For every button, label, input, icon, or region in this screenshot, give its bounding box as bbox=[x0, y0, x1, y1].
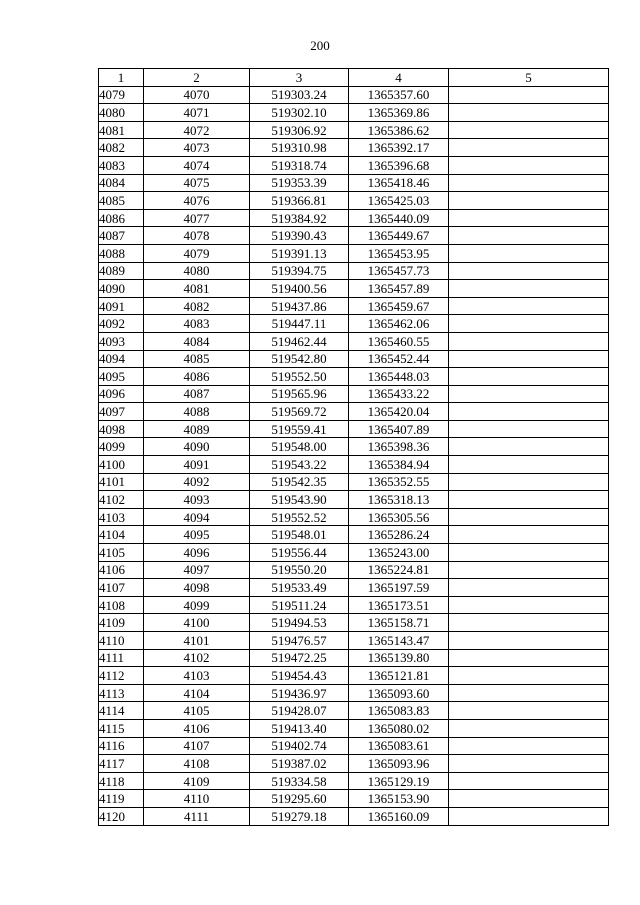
point-number-cell: 4108 bbox=[144, 755, 250, 773]
notes-cell bbox=[449, 297, 609, 315]
table-row bbox=[99, 244, 609, 262]
notes-cell bbox=[449, 614, 609, 632]
x-coordinate-cell: 519472.25 bbox=[250, 649, 349, 667]
y-coordinate-cell: 1365158.71 bbox=[349, 614, 449, 632]
row-number-cell: 4085 bbox=[99, 192, 144, 210]
notes-cell bbox=[449, 403, 609, 421]
x-coordinate-cell: 519366.81 bbox=[250, 192, 349, 210]
x-coordinate-cell: 519543.22 bbox=[250, 456, 349, 474]
x-coordinate-cell: 519402.74 bbox=[250, 737, 349, 755]
notes-cell bbox=[449, 790, 609, 808]
row-number-cell: 4094 bbox=[99, 350, 144, 368]
point-number-cell: 4073 bbox=[144, 139, 250, 157]
point-number-cell: 4074 bbox=[144, 156, 250, 174]
notes-cell bbox=[449, 508, 609, 526]
y-coordinate-cell: 1365453.95 bbox=[349, 244, 449, 262]
notes-cell bbox=[449, 456, 609, 474]
row-number-cell: 4110 bbox=[99, 632, 144, 650]
row-number-cell: 4118 bbox=[99, 772, 144, 790]
point-number-cell: 4070 bbox=[144, 86, 250, 104]
row-number-cell: 4100 bbox=[99, 456, 144, 474]
y-coordinate-cell: 1365352.55 bbox=[349, 473, 449, 491]
row-number-cell: 4095 bbox=[99, 368, 144, 386]
y-coordinate-cell: 1365448.03 bbox=[349, 368, 449, 386]
x-coordinate-cell: 519428.07 bbox=[250, 702, 349, 720]
y-coordinate-cell: 1365392.17 bbox=[349, 139, 449, 157]
y-coordinate-cell: 1365457.73 bbox=[349, 262, 449, 280]
row-number-cell: 4097 bbox=[99, 403, 144, 421]
y-coordinate-cell: 1365153.90 bbox=[349, 790, 449, 808]
table-row bbox=[99, 491, 609, 509]
x-coordinate-cell: 519413.40 bbox=[250, 719, 349, 737]
point-number-cell: 4078 bbox=[144, 227, 250, 245]
notes-cell bbox=[449, 315, 609, 333]
table-row bbox=[99, 104, 609, 122]
row-number-cell: 4103 bbox=[99, 508, 144, 526]
row-number-cell: 4112 bbox=[99, 667, 144, 685]
table-row bbox=[99, 420, 609, 438]
notes-cell bbox=[449, 368, 609, 386]
x-coordinate-cell: 519494.53 bbox=[250, 614, 349, 632]
table-row bbox=[99, 719, 609, 737]
table-row bbox=[99, 684, 609, 702]
x-coordinate-cell: 519302.10 bbox=[250, 104, 349, 122]
x-coordinate-cell: 519542.80 bbox=[250, 350, 349, 368]
y-coordinate-cell: 1365083.83 bbox=[349, 702, 449, 720]
row-number-cell: 4111 bbox=[99, 649, 144, 667]
x-coordinate-cell: 519476.57 bbox=[250, 632, 349, 650]
table-row bbox=[99, 86, 609, 104]
notes-cell bbox=[449, 227, 609, 245]
row-number-cell: 4101 bbox=[99, 473, 144, 491]
notes-cell bbox=[449, 139, 609, 157]
point-number-cell: 4111 bbox=[144, 807, 250, 825]
row-number-cell: 4098 bbox=[99, 420, 144, 438]
notes-cell bbox=[449, 473, 609, 491]
coordinates-table bbox=[98, 68, 609, 826]
table-row bbox=[99, 192, 609, 210]
row-number-cell: 4091 bbox=[99, 297, 144, 315]
row-number-cell: 4099 bbox=[99, 438, 144, 456]
x-coordinate-cell: 519511.24 bbox=[250, 596, 349, 614]
point-number-cell: 4102 bbox=[144, 649, 250, 667]
table-row bbox=[99, 385, 609, 403]
row-number-cell: 4080 bbox=[99, 104, 144, 122]
table-row bbox=[99, 596, 609, 614]
point-number-cell: 4072 bbox=[144, 121, 250, 139]
point-number-cell: 4087 bbox=[144, 385, 250, 403]
row-number-cell: 4104 bbox=[99, 526, 144, 544]
point-number-cell: 4076 bbox=[144, 192, 250, 210]
point-number-cell: 4079 bbox=[144, 244, 250, 262]
point-number-cell: 4084 bbox=[144, 332, 250, 350]
notes-cell bbox=[449, 491, 609, 509]
header-cell-3: 3 bbox=[250, 69, 349, 87]
point-number-cell: 4089 bbox=[144, 420, 250, 438]
notes-cell bbox=[449, 192, 609, 210]
row-number-cell: 4093 bbox=[99, 332, 144, 350]
table-row bbox=[99, 156, 609, 174]
table-row bbox=[99, 315, 609, 333]
table-row bbox=[99, 561, 609, 579]
y-coordinate-cell: 1365197.59 bbox=[349, 579, 449, 597]
x-coordinate-cell: 519437.86 bbox=[250, 297, 349, 315]
table-row bbox=[99, 649, 609, 667]
notes-cell bbox=[449, 596, 609, 614]
table-row bbox=[99, 579, 609, 597]
row-number-cell: 4096 bbox=[99, 385, 144, 403]
x-coordinate-cell: 519387.02 bbox=[250, 755, 349, 773]
notes-cell bbox=[449, 544, 609, 562]
y-coordinate-cell: 1365398.36 bbox=[349, 438, 449, 456]
point-number-cell: 4083 bbox=[144, 315, 250, 333]
table-row bbox=[99, 632, 609, 650]
notes-cell bbox=[449, 385, 609, 403]
y-coordinate-cell: 1365433.22 bbox=[349, 385, 449, 403]
x-coordinate-cell: 519400.56 bbox=[250, 280, 349, 298]
y-coordinate-cell: 1365286.24 bbox=[349, 526, 449, 544]
notes-cell bbox=[449, 262, 609, 280]
header-cell-1: 1 bbox=[99, 69, 144, 87]
table-row bbox=[99, 508, 609, 526]
x-coordinate-cell: 519542.35 bbox=[250, 473, 349, 491]
y-coordinate-cell: 1365318.13 bbox=[349, 491, 449, 509]
table-row bbox=[99, 456, 609, 474]
row-number-cell: 4120 bbox=[99, 807, 144, 825]
y-coordinate-cell: 1365460.55 bbox=[349, 332, 449, 350]
x-coordinate-cell: 519552.50 bbox=[250, 368, 349, 386]
row-number-cell: 4108 bbox=[99, 596, 144, 614]
point-number-cell: 4106 bbox=[144, 719, 250, 737]
x-coordinate-cell: 519552.52 bbox=[250, 508, 349, 526]
point-number-cell: 4094 bbox=[144, 508, 250, 526]
notes-cell bbox=[449, 438, 609, 456]
notes-cell bbox=[449, 104, 609, 122]
y-coordinate-cell: 1365420.04 bbox=[349, 403, 449, 421]
x-coordinate-cell: 519447.11 bbox=[250, 315, 349, 333]
notes-cell bbox=[449, 807, 609, 825]
table-row bbox=[99, 209, 609, 227]
y-coordinate-cell: 1365080.02 bbox=[349, 719, 449, 737]
row-number-cell: 4082 bbox=[99, 139, 144, 157]
y-coordinate-cell: 1365129.19 bbox=[349, 772, 449, 790]
y-coordinate-cell: 1365083.61 bbox=[349, 737, 449, 755]
point-number-cell: 4101 bbox=[144, 632, 250, 650]
notes-cell bbox=[449, 280, 609, 298]
notes-cell bbox=[449, 244, 609, 262]
table-row bbox=[99, 614, 609, 632]
row-number-cell: 4092 bbox=[99, 315, 144, 333]
table-row bbox=[99, 368, 609, 386]
table-row bbox=[99, 473, 609, 491]
y-coordinate-cell: 1365224.81 bbox=[349, 561, 449, 579]
point-number-cell: 4080 bbox=[144, 262, 250, 280]
x-coordinate-cell: 519543.90 bbox=[250, 491, 349, 509]
row-number-cell: 4088 bbox=[99, 244, 144, 262]
notes-cell bbox=[449, 86, 609, 104]
table-header bbox=[99, 69, 609, 87]
table-row bbox=[99, 403, 609, 421]
point-number-cell: 4088 bbox=[144, 403, 250, 421]
table-row bbox=[99, 790, 609, 808]
x-coordinate-cell: 519384.92 bbox=[250, 209, 349, 227]
point-number-cell: 4071 bbox=[144, 104, 250, 122]
table-row bbox=[99, 174, 609, 192]
point-number-cell: 4095 bbox=[144, 526, 250, 544]
x-coordinate-cell: 519550.20 bbox=[250, 561, 349, 579]
table-row bbox=[99, 526, 609, 544]
notes-cell bbox=[449, 174, 609, 192]
y-coordinate-cell: 1365173.51 bbox=[349, 596, 449, 614]
y-coordinate-cell: 1365160.09 bbox=[349, 807, 449, 825]
y-coordinate-cell: 1365407.89 bbox=[349, 420, 449, 438]
table-row bbox=[99, 350, 609, 368]
table-row bbox=[99, 227, 609, 245]
notes-cell bbox=[449, 420, 609, 438]
x-coordinate-cell: 519390.43 bbox=[250, 227, 349, 245]
point-number-cell: 4110 bbox=[144, 790, 250, 808]
x-coordinate-cell: 519569.72 bbox=[250, 403, 349, 421]
x-coordinate-cell: 519436.97 bbox=[250, 684, 349, 702]
y-coordinate-cell: 1365369.86 bbox=[349, 104, 449, 122]
point-number-cell: 4090 bbox=[144, 438, 250, 456]
point-number-cell: 4105 bbox=[144, 702, 250, 720]
point-number-cell: 4100 bbox=[144, 614, 250, 632]
point-number-cell: 4081 bbox=[144, 280, 250, 298]
x-coordinate-cell: 519353.39 bbox=[250, 174, 349, 192]
y-coordinate-cell: 1365139.80 bbox=[349, 649, 449, 667]
point-number-cell: 4085 bbox=[144, 350, 250, 368]
point-number-cell: 4103 bbox=[144, 667, 250, 685]
y-coordinate-cell: 1365093.96 bbox=[349, 755, 449, 773]
x-coordinate-cell: 519548.00 bbox=[250, 438, 349, 456]
row-number-cell: 4079 bbox=[99, 86, 144, 104]
notes-cell bbox=[449, 156, 609, 174]
row-number-cell: 4081 bbox=[99, 121, 144, 139]
y-coordinate-cell: 1365457.89 bbox=[349, 280, 449, 298]
y-coordinate-cell: 1365384.94 bbox=[349, 456, 449, 474]
table-row bbox=[99, 139, 609, 157]
point-number-cell: 4075 bbox=[144, 174, 250, 192]
point-number-cell: 4093 bbox=[144, 491, 250, 509]
point-number-cell: 4097 bbox=[144, 561, 250, 579]
x-coordinate-cell: 519318.74 bbox=[250, 156, 349, 174]
y-coordinate-cell: 1365462.06 bbox=[349, 315, 449, 333]
point-number-cell: 4098 bbox=[144, 579, 250, 597]
y-coordinate-cell: 1365452.44 bbox=[349, 350, 449, 368]
notes-cell bbox=[449, 579, 609, 597]
x-coordinate-cell: 519454.43 bbox=[250, 667, 349, 685]
row-number-cell: 4109 bbox=[99, 614, 144, 632]
y-coordinate-cell: 1365143.47 bbox=[349, 632, 449, 650]
table-row bbox=[99, 262, 609, 280]
table-row bbox=[99, 755, 609, 773]
row-number-cell: 4102 bbox=[99, 491, 144, 509]
notes-cell bbox=[449, 632, 609, 650]
y-coordinate-cell: 1365418.46 bbox=[349, 174, 449, 192]
row-number-cell: 4084 bbox=[99, 174, 144, 192]
notes-cell bbox=[449, 121, 609, 139]
row-number-cell: 4106 bbox=[99, 561, 144, 579]
point-number-cell: 4082 bbox=[144, 297, 250, 315]
point-number-cell: 4096 bbox=[144, 544, 250, 562]
point-number-cell: 4086 bbox=[144, 368, 250, 386]
x-coordinate-cell: 519306.92 bbox=[250, 121, 349, 139]
notes-cell bbox=[449, 667, 609, 685]
x-coordinate-cell: 519310.98 bbox=[250, 139, 349, 157]
notes-cell bbox=[449, 561, 609, 579]
row-number-cell: 4115 bbox=[99, 719, 144, 737]
row-number-cell: 4116 bbox=[99, 737, 144, 755]
point-number-cell: 4091 bbox=[144, 456, 250, 474]
notes-cell bbox=[449, 719, 609, 737]
x-coordinate-cell: 519394.75 bbox=[250, 262, 349, 280]
y-coordinate-cell: 1365093.60 bbox=[349, 684, 449, 702]
table-row bbox=[99, 544, 609, 562]
table-row bbox=[99, 737, 609, 755]
x-coordinate-cell: 519295.60 bbox=[250, 790, 349, 808]
header-cell-2: 2 bbox=[144, 69, 250, 87]
table-row bbox=[99, 121, 609, 139]
y-coordinate-cell: 1365440.09 bbox=[349, 209, 449, 227]
notes-cell bbox=[449, 649, 609, 667]
header-cell-5: 5 bbox=[449, 69, 609, 87]
row-number-cell: 4090 bbox=[99, 280, 144, 298]
notes-cell bbox=[449, 737, 609, 755]
row-number-cell: 4119 bbox=[99, 790, 144, 808]
row-number-cell: 4113 bbox=[99, 684, 144, 702]
notes-cell bbox=[449, 209, 609, 227]
y-coordinate-cell: 1365425.03 bbox=[349, 192, 449, 210]
notes-cell bbox=[449, 350, 609, 368]
point-number-cell: 4099 bbox=[144, 596, 250, 614]
y-coordinate-cell: 1365396.68 bbox=[349, 156, 449, 174]
x-coordinate-cell: 519462.44 bbox=[250, 332, 349, 350]
table-row bbox=[99, 807, 609, 825]
y-coordinate-cell: 1365121.81 bbox=[349, 667, 449, 685]
table-row bbox=[99, 332, 609, 350]
y-coordinate-cell: 1365386.62 bbox=[349, 121, 449, 139]
notes-cell bbox=[449, 702, 609, 720]
notes-cell bbox=[449, 772, 609, 790]
point-number-cell: 4077 bbox=[144, 209, 250, 227]
y-coordinate-cell: 1365357.60 bbox=[349, 86, 449, 104]
page-number: 200 bbox=[310, 38, 330, 53]
notes-cell bbox=[449, 526, 609, 544]
row-number-cell: 4087 bbox=[99, 227, 144, 245]
table-row bbox=[99, 667, 609, 685]
y-coordinate-cell: 1365305.56 bbox=[349, 508, 449, 526]
y-coordinate-cell: 1365243.00 bbox=[349, 544, 449, 562]
x-coordinate-cell: 519533.49 bbox=[250, 579, 349, 597]
row-number-cell: 4083 bbox=[99, 156, 144, 174]
x-coordinate-cell: 519303.24 bbox=[250, 86, 349, 104]
header-cell-4: 4 bbox=[349, 69, 449, 87]
row-number-cell: 4089 bbox=[99, 262, 144, 280]
notes-cell bbox=[449, 332, 609, 350]
point-number-cell: 4107 bbox=[144, 737, 250, 755]
notes-cell bbox=[449, 684, 609, 702]
x-coordinate-cell: 519565.96 bbox=[250, 385, 349, 403]
row-number-cell: 4117 bbox=[99, 755, 144, 773]
table-row bbox=[99, 297, 609, 315]
header-row bbox=[99, 69, 609, 87]
table-row bbox=[99, 280, 609, 298]
row-number-cell: 4107 bbox=[99, 579, 144, 597]
x-coordinate-cell: 519279.18 bbox=[250, 807, 349, 825]
x-coordinate-cell: 519548.01 bbox=[250, 526, 349, 544]
x-coordinate-cell: 519559.41 bbox=[250, 420, 349, 438]
point-number-cell: 4104 bbox=[144, 684, 250, 702]
y-coordinate-cell: 1365449.67 bbox=[349, 227, 449, 245]
x-coordinate-cell: 519556.44 bbox=[250, 544, 349, 562]
table-row bbox=[99, 702, 609, 720]
row-number-cell: 4086 bbox=[99, 209, 144, 227]
point-number-cell: 4109 bbox=[144, 772, 250, 790]
table-row bbox=[99, 772, 609, 790]
notes-cell bbox=[449, 755, 609, 773]
table-row bbox=[99, 438, 609, 456]
x-coordinate-cell: 519391.13 bbox=[250, 244, 349, 262]
row-number-cell: 4105 bbox=[99, 544, 144, 562]
y-coordinate-cell: 1365459.67 bbox=[349, 297, 449, 315]
point-number-cell: 4092 bbox=[144, 473, 250, 491]
table-body bbox=[99, 86, 609, 825]
x-coordinate-cell: 519334.58 bbox=[250, 772, 349, 790]
row-number-cell: 4114 bbox=[99, 702, 144, 720]
